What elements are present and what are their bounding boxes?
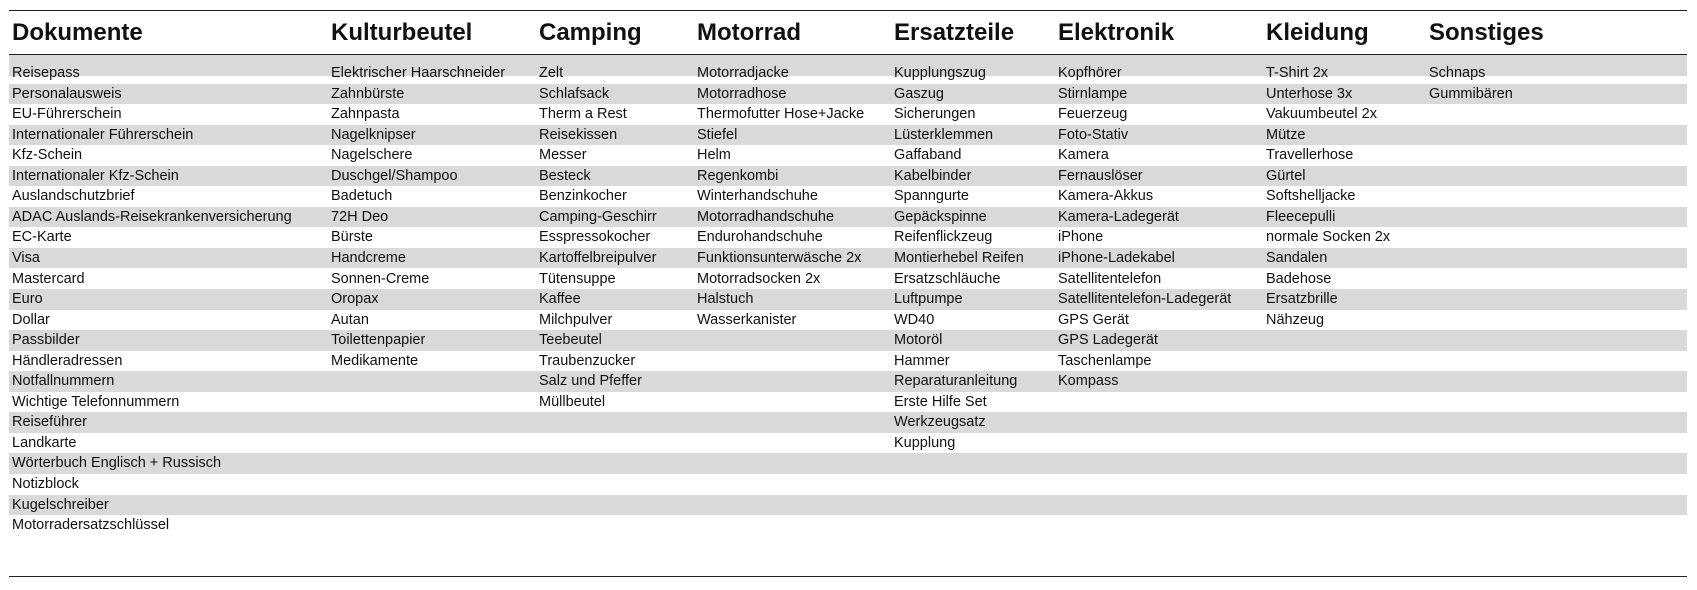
- table-cell: GPS Ladegerät: [1058, 332, 1158, 349]
- column-header: Kulturbeutel: [331, 19, 473, 46]
- table-cell: Erste Hilfe Set: [894, 393, 987, 410]
- table-cell: Esspressokocher: [539, 229, 651, 246]
- table-cell: Reisekissen: [539, 126, 618, 143]
- table-cell: EU-Führerschein: [12, 106, 122, 123]
- table-cell: Endurohandschuhe: [697, 229, 823, 246]
- table-cell: Stiefel: [697, 126, 738, 143]
- table-cell: Travellerhose: [1266, 147, 1354, 164]
- table-cell: Sandalen: [1266, 249, 1328, 266]
- table-row: [9, 310, 1687, 331]
- table-cell: Medikamente: [331, 352, 419, 369]
- table-cell: Teebeutel: [539, 332, 602, 349]
- table-cell: Wasserkanister: [697, 311, 797, 328]
- table-cell: Reifenflickzeug: [894, 229, 993, 246]
- table-cell: ADAC Auslands-Reisekrankenversicherung: [12, 208, 292, 225]
- table-cell: Toilettenpapier: [331, 332, 426, 349]
- table-cell: Hammer: [894, 352, 950, 369]
- table-cell: Gaszug: [894, 85, 944, 102]
- table-cell: Besteck: [539, 167, 591, 184]
- column-header: Dokumente: [12, 19, 143, 46]
- table-cell: 72H Deo: [331, 208, 389, 225]
- table-cell: Wörterbuch Englisch + Russisch: [12, 455, 222, 472]
- table-cell: Reparaturanleitung: [894, 373, 1018, 390]
- table-cell: Zelt: [539, 65, 564, 81]
- table-row: [9, 474, 1687, 495]
- table-cell: Badetuch: [331, 188, 393, 205]
- table-cell: Reisepass: [12, 65, 80, 81]
- table-cell: T-Shirt 2x: [1266, 65, 1329, 81]
- column-header: Ersatzteile: [894, 19, 1015, 46]
- table-row: [9, 227, 1687, 248]
- table-row: [9, 269, 1687, 290]
- table-cell: Gummibären: [1429, 85, 1513, 102]
- table-cell: Lüsterklemmen: [894, 126, 994, 143]
- table-cell: Ersatzschläuche: [894, 270, 1001, 287]
- table-row: [9, 145, 1687, 166]
- table-cell: Taschenlampe: [1058, 352, 1152, 369]
- table-cell: Badehose: [1266, 270, 1332, 287]
- table-row: [9, 351, 1687, 372]
- table-row: [9, 412, 1687, 433]
- table-row: [9, 104, 1687, 125]
- bottom-border: [9, 576, 1687, 577]
- table-cell: Motorradhose: [697, 85, 787, 102]
- table-cell: Foto-Stativ: [1058, 126, 1129, 143]
- table-cell: Landkarte: [12, 434, 77, 451]
- table-cell: GPS Gerät: [1058, 311, 1129, 328]
- table-cell: Duschgel/Shampoo: [331, 167, 458, 184]
- table-cell: Kupplung: [894, 434, 956, 451]
- table-cell: Notizblock: [12, 476, 79, 492]
- top-border: [9, 10, 1687, 11]
- table-cell: Kartoffelbreipulver: [539, 249, 657, 266]
- table-cell: Ersatzbrille: [1266, 291, 1338, 308]
- table-row: [9, 392, 1687, 413]
- table-cell: Dollar: [12, 311, 50, 328]
- table-cell: Motorradhandschuhe: [697, 208, 835, 225]
- table-cell: Funktionsunterwäsche 2x: [697, 249, 862, 266]
- table-cell: Mastercard: [12, 270, 85, 287]
- table-row: [9, 84, 1687, 105]
- table-cell: Oropax: [331, 291, 379, 308]
- table-cell: EC-Karte: [12, 229, 72, 246]
- table-cell: Reiseführer: [12, 414, 87, 431]
- table-cell: iPhone: [1058, 229, 1104, 246]
- table-row: [9, 330, 1687, 351]
- table-row: [9, 433, 1687, 454]
- table-cell: Softshelljacke: [1266, 188, 1356, 205]
- table-cell: Müllbeutel: [539, 393, 606, 410]
- table-cell: Fleecepulli: [1266, 208, 1336, 225]
- table-cell: Vakuumbeutel 2x: [1266, 106, 1377, 123]
- table-cell: Kfz-Schein: [12, 147, 83, 164]
- table-cell: Winterhandschuhe: [697, 188, 818, 205]
- table-cell: Kaffee: [539, 291, 581, 308]
- table-cell: Messer: [539, 147, 587, 164]
- table-cell: Salz und Pfeffer: [539, 373, 642, 390]
- table-cell: Gepäckspinne: [894, 208, 987, 225]
- table-cell: Elektrischer Haarschneider: [331, 65, 506, 81]
- table-cell: Luftpumpe: [894, 291, 963, 308]
- table-cell: Kupplungszug: [894, 65, 986, 81]
- column-header: Kleidung: [1266, 19, 1369, 46]
- table-cell: Gaffaband: [894, 147, 962, 164]
- table-cell: Montierhebel Reifen: [894, 249, 1024, 266]
- table-cell: Kompass: [1058, 373, 1119, 390]
- table-row: [9, 207, 1687, 228]
- table-cell: Gürtel: [1266, 167, 1306, 184]
- table-cell: Internationaler Kfz-Schein: [12, 167, 179, 184]
- table-cell: Kugelschreiber: [12, 496, 109, 513]
- table-cell: Handcreme: [331, 249, 406, 266]
- table-cell: Werkzeugsatz: [894, 414, 986, 431]
- column-header: Sonstiges: [1429, 19, 1544, 46]
- column-header: Camping: [539, 19, 642, 46]
- table-cell: Motorradersatzschlüssel: [12, 517, 170, 534]
- table-cell: Satellitentelefon-Ladegerät: [1058, 291, 1232, 308]
- table-cell: Kamera: [1058, 147, 1109, 164]
- table-cell: Sicherungen: [894, 106, 976, 123]
- table-row: [9, 289, 1687, 310]
- table-cell: Motorradjacke: [697, 65, 789, 81]
- table-cell: Zahnbürste: [331, 85, 405, 102]
- table-cell: normale Socken 2x: [1266, 229, 1391, 246]
- table-cell: Händleradressen: [12, 352, 123, 369]
- table-cell: Kamera-Akkus: [1058, 188, 1154, 205]
- table-cell: Nagelschere: [331, 147, 413, 164]
- table-cell: Unterhose 3x: [1266, 85, 1353, 102]
- table-row: [9, 166, 1687, 187]
- table-cell: Thermofutter Hose+Jacke: [697, 106, 865, 123]
- table-cell: Wichtige Telefonnummern: [12, 393, 180, 410]
- column-header: Elektronik: [1058, 19, 1175, 46]
- header-row: [9, 12, 1687, 55]
- table-cell: Visa: [12, 249, 40, 266]
- table-cell: Kabelbinder: [894, 167, 972, 184]
- table-cell: Motoröl: [894, 332, 943, 349]
- table-row: [9, 248, 1687, 269]
- table-cell: Fernauslöser: [1058, 167, 1143, 184]
- table-cell: Halstuch: [697, 291, 754, 308]
- table-cell: Stirnlampe: [1058, 85, 1128, 102]
- table-cell: Camping-Geschirr: [539, 208, 657, 225]
- table-cell: Helm: [697, 147, 731, 164]
- table-row: [9, 495, 1687, 516]
- table-cell: Personalausweis: [12, 85, 122, 102]
- table-cell: Benzinkocher: [539, 188, 627, 205]
- table-cell: Nagelknipser: [331, 126, 416, 143]
- table-cell: Regenkombi: [697, 167, 779, 184]
- table-cell: Feuerzeug: [1058, 106, 1128, 123]
- table-cell: Traubenzucker: [539, 352, 636, 369]
- table-row: [9, 371, 1687, 392]
- table-cell: Passbilder: [12, 332, 80, 349]
- column-header: Motorrad: [697, 19, 801, 46]
- table-cell: iPhone-Ladekabel: [1058, 249, 1175, 266]
- table-cell: Auslandschutzbrief: [12, 188, 135, 205]
- table-cell: Mütze: [1266, 126, 1306, 143]
- table-cell: Schlafsack: [539, 85, 610, 102]
- table-cell: Nähzeug: [1266, 311, 1325, 328]
- table-cell: Notfallnummern: [12, 373, 115, 390]
- table-row: [9, 186, 1687, 207]
- table-cell: Internationaler Führerschein: [12, 126, 194, 143]
- table-cell: Satellitentelefon: [1058, 270, 1162, 287]
- table-row: [9, 125, 1687, 146]
- table-row: [9, 515, 1687, 536]
- table-row: [9, 63, 1687, 84]
- table-cell: Euro: [12, 291, 43, 308]
- table-cell: Motorradsocken 2x: [697, 270, 821, 287]
- table-cell: Schnaps: [1429, 65, 1486, 81]
- table-cell: Spanngurte: [894, 188, 969, 205]
- table-cell: Bürste: [331, 229, 373, 246]
- table-cell: Milchpulver: [539, 311, 613, 328]
- table-cell: Kopfhörer: [1058, 65, 1122, 81]
- table-cell: Autan: [331, 311, 369, 328]
- table-row: [9, 453, 1687, 474]
- table-cell: Therm a Rest: [539, 106, 627, 123]
- table-cell: Sonnen-Creme: [331, 270, 430, 287]
- table-cell: Zahnpasta: [331, 106, 400, 123]
- table-cell: Tütensuppe: [539, 270, 616, 287]
- table-cell: Kamera-Ladegerät: [1058, 208, 1179, 225]
- table-cell: WD40: [894, 311, 935, 328]
